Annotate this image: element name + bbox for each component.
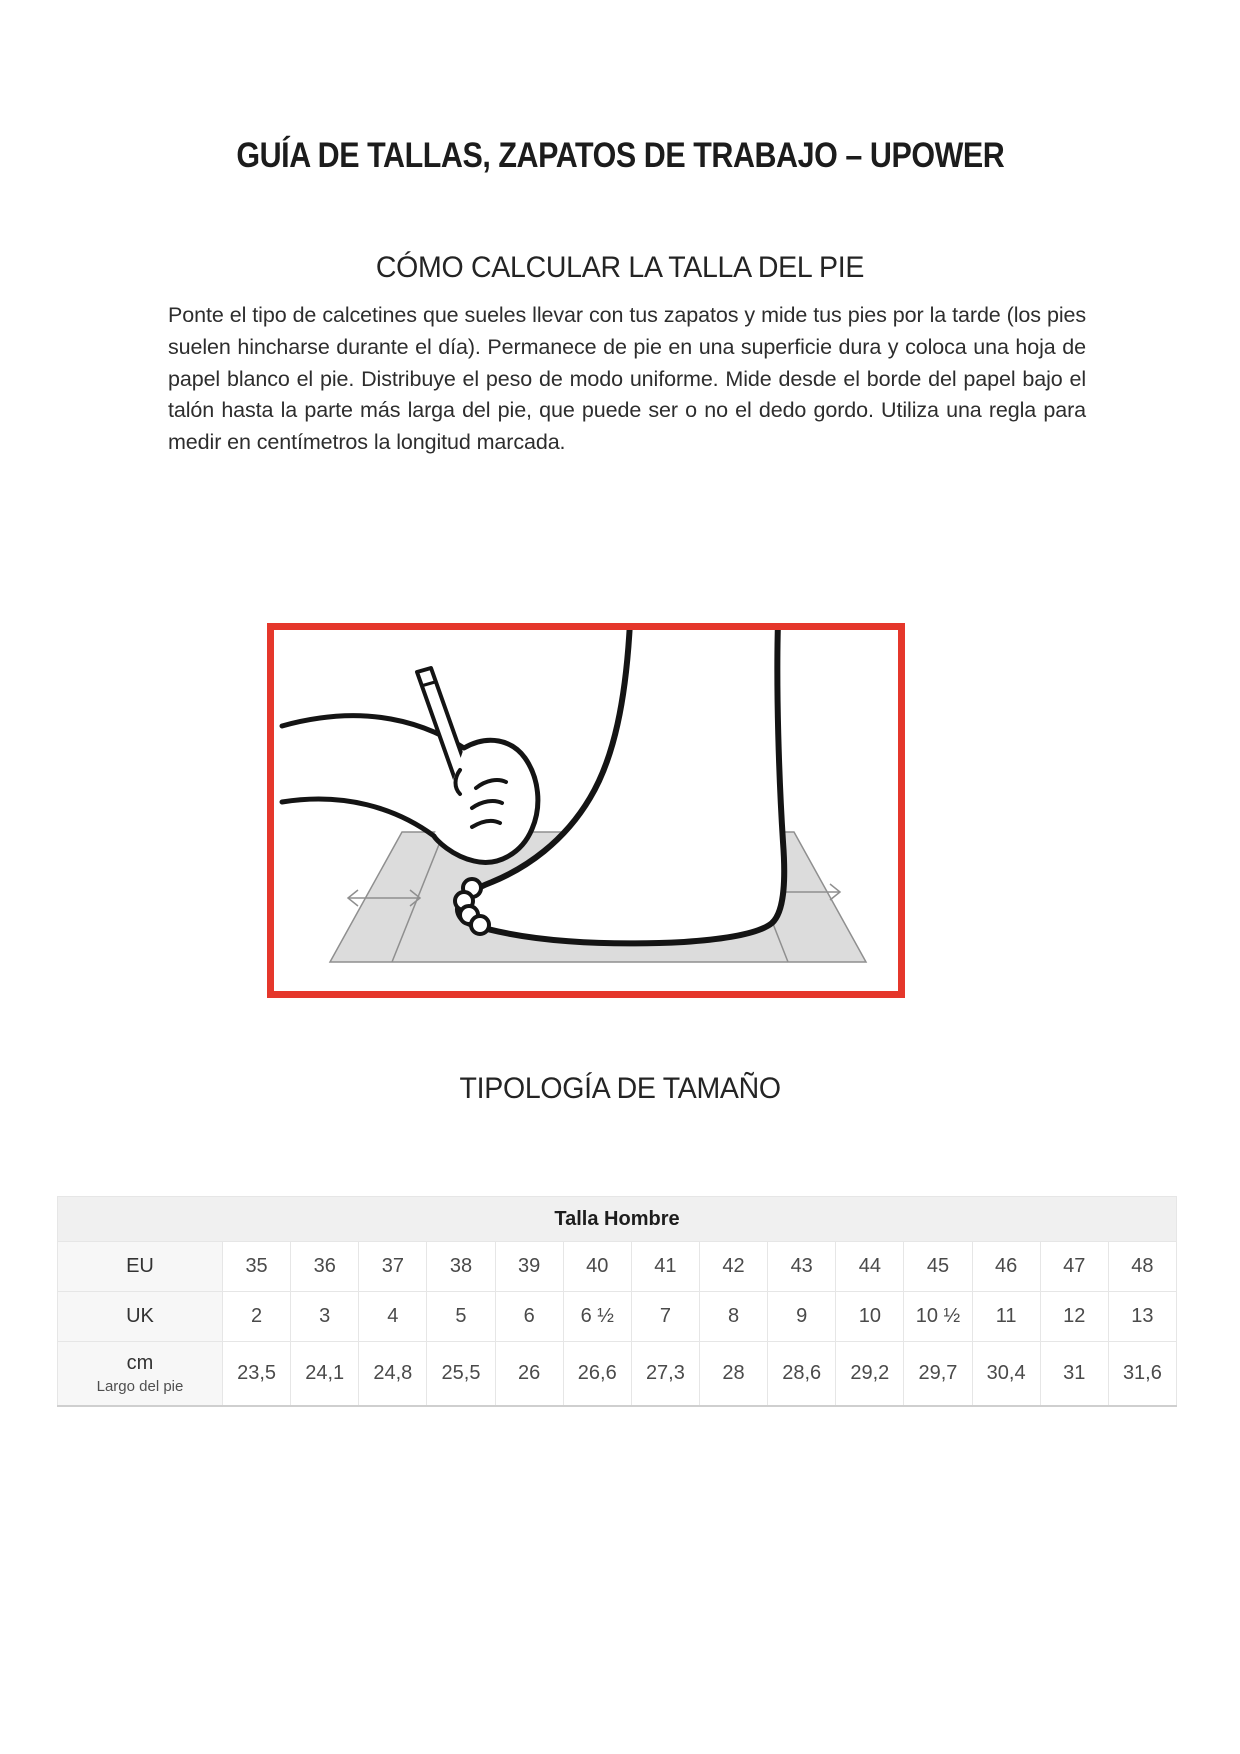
table-cell: 26	[495, 1342, 563, 1406]
page-title-text: GUÍA DE TALLAS, ZAPATOS DE TRABAJO – UPOWER	[236, 136, 1004, 175]
table-cell: 29,2	[836, 1342, 904, 1406]
row-label: EU	[58, 1242, 223, 1292]
table-cell: 46	[972, 1242, 1040, 1292]
table-cell: 45	[904, 1242, 972, 1292]
section-heading-size-typology: TIPOLOGÍA DE TAMAÑO	[459, 1072, 781, 1105]
table-cell: 37	[359, 1242, 427, 1292]
size-table-container	[57, 1196, 1177, 1407]
table-cell: 24,1	[291, 1342, 359, 1406]
table-title-row	[58, 1197, 1177, 1242]
size-table-body	[58, 1197, 1177, 1406]
table-cell: 3	[291, 1292, 359, 1342]
table-cell: 6	[495, 1292, 563, 1342]
table-cell: 4	[359, 1292, 427, 1342]
table-cell: 35	[223, 1242, 291, 1292]
table-row	[58, 1242, 1177, 1292]
table-cell: 7	[631, 1292, 699, 1342]
page-title	[0, 136, 1240, 176]
table-cell: 25,5	[427, 1342, 495, 1406]
table-cell: 42	[699, 1242, 767, 1292]
table-cell: 31	[1040, 1342, 1108, 1406]
table-cell: 40	[563, 1242, 631, 1292]
table-cell: 8	[699, 1292, 767, 1342]
table-cell: 38	[427, 1242, 495, 1292]
table-cell: 5	[427, 1292, 495, 1342]
table-cell: 9	[768, 1292, 836, 1342]
table-cell: 2	[223, 1292, 291, 1342]
table-cell: 27,3	[631, 1342, 699, 1406]
table-cell: 23,5	[223, 1342, 291, 1406]
size-table	[57, 1196, 1177, 1407]
foot-measurement-figure	[267, 623, 905, 998]
table-cell: 24,8	[359, 1342, 427, 1406]
table-cell: 44	[836, 1242, 904, 1292]
table-cell: 26,6	[563, 1342, 631, 1406]
table-cell: 10	[836, 1292, 904, 1342]
table-cell: 43	[768, 1242, 836, 1292]
section-heading-how-to-measure: CÓMO CALCULAR LA TALLA DEL PIE	[375, 251, 865, 284]
table-cell: 6 ½	[563, 1292, 631, 1342]
table-cell: 36	[291, 1242, 359, 1292]
table-cell: 39	[495, 1242, 563, 1292]
table-cell: 31,6	[1108, 1342, 1176, 1406]
table-cell: 12	[1040, 1292, 1108, 1342]
row-sublabel: Largo del pie	[96, 1377, 184, 1395]
table-cell: 47	[1040, 1242, 1108, 1292]
measurement-instructions-paragraph: Ponte el tipo de calcetines que sueles llevar con tus zapatos y mide tus pies por la tarde (los pies suelen hincharse durante el día). Permanece de pie en una superficie dura y coloca una hoja de papel blanco el pie. Distribuye el peso de modo uniforme. Mide desde el borde del papel bajo el talón hasta la parte más larga del pie, que puede ser o no el dedo gordo. Utiliza una regla para medir en centímetros la longitud marcada.	[168, 303, 1086, 455]
table-cell: 28	[699, 1342, 767, 1406]
table-cell: 30,4	[972, 1342, 1040, 1406]
foot-measurement-illustration-icon	[274, 630, 898, 991]
table-cell: 41	[631, 1242, 699, 1292]
table-cell: 13	[1108, 1292, 1176, 1342]
row-label: UK	[58, 1292, 223, 1342]
table-cell: 48	[1108, 1242, 1176, 1292]
table-row	[58, 1292, 1177, 1342]
table-cell: 28,6	[768, 1342, 836, 1406]
table-cell: 29,7	[904, 1342, 972, 1406]
table-row	[58, 1342, 1177, 1406]
table-cell: 11	[972, 1292, 1040, 1342]
row-label: cm Largo del pie	[58, 1342, 223, 1406]
table-cell: 10 ½	[904, 1292, 972, 1342]
table-title: Talla Hombre	[58, 1197, 1177, 1242]
